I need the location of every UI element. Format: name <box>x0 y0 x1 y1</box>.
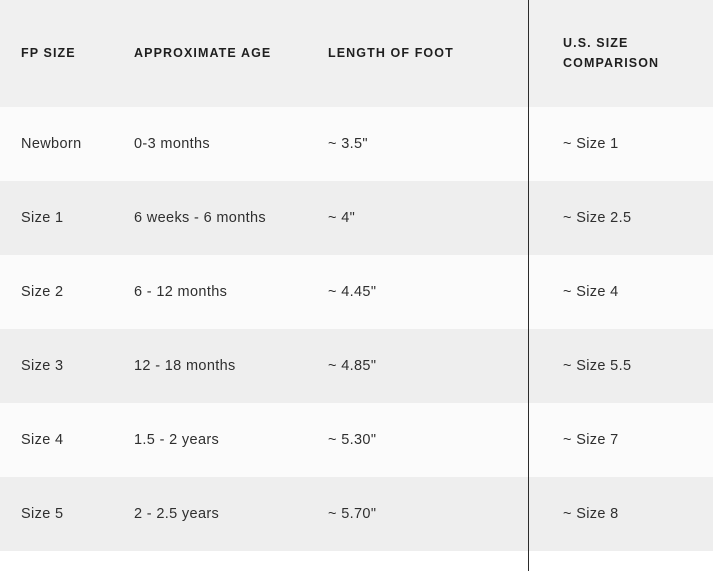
cell-text: Size 2 <box>21 283 64 300</box>
cell-approximate-age <box>113 181 307 255</box>
cell-approximate-age <box>113 329 307 403</box>
table-header-row <box>0 0 713 107</box>
cell-length-of-foot <box>307 107 528 181</box>
table-row <box>0 477 713 551</box>
cell-length-of-foot <box>307 477 528 551</box>
cell-text: ~ Size 4 <box>563 283 619 300</box>
cell-text: 1.5 - 2 years <box>134 431 220 448</box>
cell-length-of-foot <box>307 181 528 255</box>
cell-text: ~ Size 5.5 <box>563 357 632 374</box>
table-row <box>0 329 713 403</box>
cell-approximate-age <box>113 477 307 551</box>
cell-text: 12 - 18 months <box>134 357 236 374</box>
cell-us-size-comparison <box>528 107 713 181</box>
cell-us-size-comparison <box>528 181 713 255</box>
column-header-label: U.S. SIZE COMPARISON <box>563 36 660 70</box>
column-header-label: APPROXIMATE AGE <box>134 45 272 60</box>
cell-text: ~ Size 2.5 <box>563 209 632 226</box>
column-header-label: FP SIZE <box>21 45 76 60</box>
cell-text: 2 - 2.5 years <box>134 505 220 522</box>
table-row <box>0 107 713 181</box>
cell-fp-size <box>0 255 113 329</box>
cell-text: Size 4 <box>21 431 64 448</box>
column-header-length-of-foot <box>307 0 528 107</box>
cell-fp-size <box>0 181 113 255</box>
cell-approximate-age <box>113 403 307 477</box>
table-row <box>0 403 713 477</box>
cell-text: 6 weeks - 6 months <box>134 209 267 226</box>
cell-text: ~ Size 8 <box>563 505 619 522</box>
cell-fp-size <box>0 107 113 181</box>
cell-text: Size 5 <box>21 505 64 522</box>
cell-fp-size <box>0 329 113 403</box>
cell-text: ~ 3.5" <box>328 135 368 152</box>
column-header-us-size-comparison <box>528 0 713 107</box>
cell-text: ~ Size 7 <box>563 431 619 448</box>
column-header-fp-size <box>0 0 113 107</box>
cell-us-size-comparison <box>528 329 713 403</box>
table-row <box>0 255 713 329</box>
cell-us-size-comparison <box>528 255 713 329</box>
cell-text: ~ 5.30" <box>328 431 377 448</box>
cell-length-of-foot <box>307 255 528 329</box>
column-divider-line <box>528 0 529 571</box>
cell-text: ~ Size 1 <box>563 135 619 152</box>
cell-approximate-age <box>113 107 307 181</box>
cell-text: ~ 4.45" <box>328 283 377 300</box>
cell-text: 0-3 months <box>134 135 211 152</box>
table-row <box>0 181 713 255</box>
cell-fp-size <box>0 477 113 551</box>
cell-text: Newborn <box>21 135 82 152</box>
cell-fp-size <box>0 403 113 477</box>
cell-text: Size 3 <box>21 357 64 374</box>
column-header-label: LENGTH OF FOOT <box>328 45 454 60</box>
cell-approximate-age <box>113 255 307 329</box>
cell-us-size-comparison <box>528 403 713 477</box>
cell-text: ~ 4.85" <box>328 357 377 374</box>
column-header-approximate-age <box>113 0 307 107</box>
cell-text: ~ 4" <box>328 209 356 226</box>
cell-text: Size 1 <box>21 209 64 226</box>
cell-us-size-comparison <box>528 477 713 551</box>
cell-length-of-foot <box>307 403 528 477</box>
cell-text: 6 - 12 months <box>134 283 228 300</box>
cell-text: ~ 5.70" <box>328 505 377 522</box>
cell-length-of-foot <box>307 329 528 403</box>
